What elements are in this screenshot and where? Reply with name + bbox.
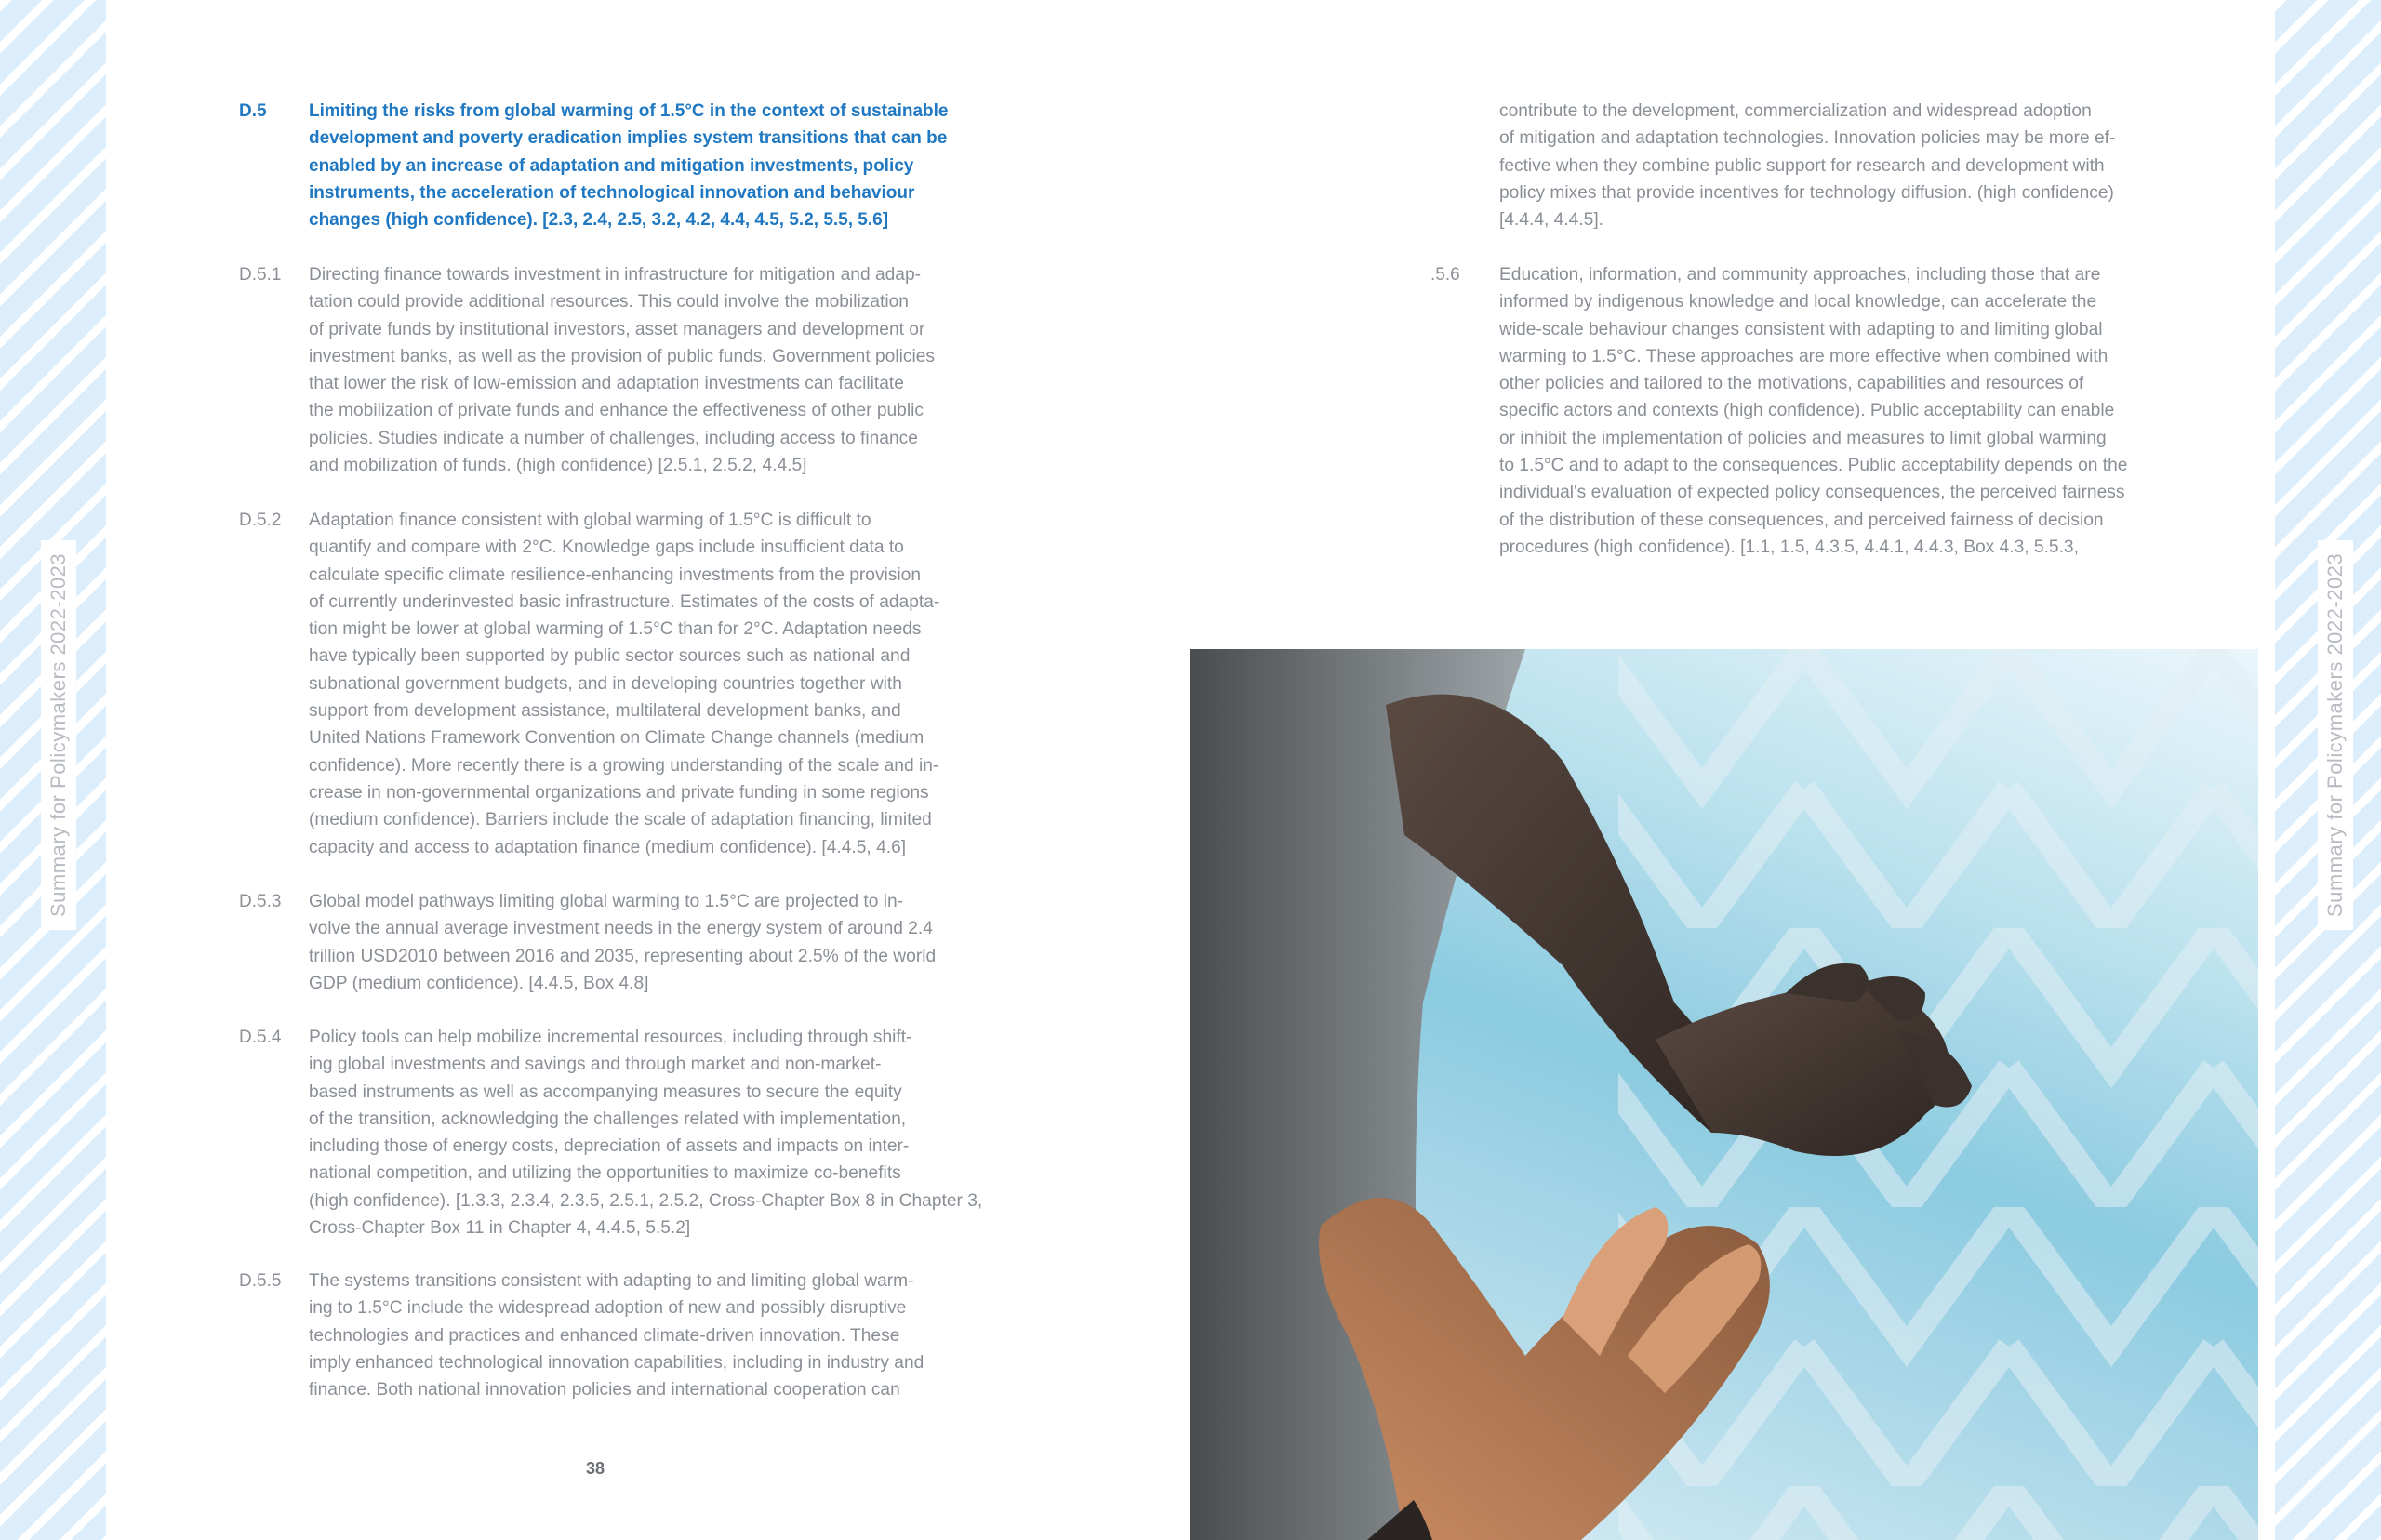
text-line: based instruments as well as accompanying measures to secure the equity	[309, 1082, 902, 1102]
text-line: and mobilization of funds. (high confidence) [2.5.1, 2.5.2, 4.4.5]	[309, 456, 807, 476]
text-line: tation could provide additional resources. This could involve the mobilization	[309, 292, 909, 312]
text-line: Policy tools can help mobilize incremental resources, including through shift-	[309, 1028, 912, 1047]
text-line: of mitigation and adaptation technologies. Innovation policies may be more ef-	[1499, 128, 2116, 149]
text-line: GDP (medium confidence). [4.4.5, Box 4.8]	[309, 973, 649, 993]
continuation-text	[1499, 98, 2115, 233]
text-line: tion might be lower at global warming of 1.5°C than for 2°C. Adaptation needs	[309, 619, 922, 640]
text-line: the mobilization of private funds and enhance the effectiveness of other public	[309, 401, 924, 421]
heading-line: enabled by an increase of adaptation and mitigation investments, policy	[309, 155, 914, 176]
text-line: of private funds by institutional investors, asset managers and development or	[309, 319, 925, 339]
heading-line: instruments, the acceleration of technological innovation and behaviour	[309, 182, 915, 203]
text-line: capacity and access to adaptation finance (medium confidence). [4.4.5, 4.6]	[309, 837, 907, 857]
item-number-d52: D.5.2	[239, 511, 282, 530]
page-number: 38	[586, 1459, 605, 1478]
text-line: other policies and tailored to the motivations, capabilities and resources of	[1499, 374, 2084, 394]
text-line: informed by indigenous knowledge and local knowledge, can accelerate the	[1499, 292, 2097, 312]
side-label-right: Summary for Policymakers 2022-2023	[2318, 540, 2353, 930]
item-text-d56	[1499, 261, 2127, 561]
item-text-d51	[309, 261, 935, 479]
text-line: policies. Studies indicate a number of challenges, including access to finance	[309, 428, 918, 448]
text-line: investment banks, as well as the provision of public funds. Government policies	[309, 346, 935, 366]
text-line: finance. Both national innovation policies and international cooperation can	[309, 1380, 900, 1401]
heading-line: development and poverty eradication implies system transitions that can be	[309, 128, 948, 149]
text-line: individual's evaluation of expected policy consequences, the perceived fairness	[1499, 483, 2125, 503]
item-text-d53	[309, 888, 936, 997]
text-line: wide-scale behaviour changes consistent with adapting to and limiting global	[1499, 319, 2103, 339]
side-label-left: Summary for Policymakers 2022-2023	[41, 540, 76, 930]
text-line: have typically been supported by public sector sources such as national and	[309, 646, 911, 667]
item-number-d53: D.5.3	[239, 892, 282, 911]
text-line: ing global investments and savings and through market and non-market-	[309, 1055, 882, 1075]
text-line: The systems transitions consistent with adapting to and limiting global warm-	[309, 1271, 914, 1291]
text-line: (medium confidence). Barriers include the scale of adaptation financing, limited	[309, 810, 932, 830]
text-line: volve the annual average investment needs in the energy system of around 2.4	[309, 919, 933, 939]
text-line: that lower the risk of low-emission and adaptation investments can facilitate	[309, 374, 904, 394]
item-text-d52	[309, 507, 939, 861]
text-line: Directing finance towards investment in infrastructure for mitigation and adap-	[309, 265, 922, 285]
text-line: Education, information, and community approaches, including those that are	[1499, 265, 2101, 285]
text-line: of the distribution of these consequences, and perceived fairness of decision	[1499, 510, 2104, 530]
text-line: support from development assistance, multilateral development banks, and	[309, 701, 901, 722]
heading-line: changes (high confidence). [2.3, 2.4, 2.5, 3.2, 4.2, 4.4, 4.5, 5.2, 5.5, 5.6]	[309, 210, 889, 231]
text-line: Cross-Chapter Box 11 in Chapter 4, 4.4.5, 5.5.2]	[309, 1218, 691, 1239]
text-line: specific actors and contexts (high confidence). Public acceptability can enable	[1499, 401, 2115, 421]
heading-line: Limiting the risks from global warming of 1.5°C in the context of sustainable	[309, 101, 949, 121]
text-line: crease in non-governmental organizations and private funding in some regions	[309, 782, 929, 803]
heading-text	[309, 98, 948, 233]
text-line: quantify and compare with 2°C. Knowledge gaps include insufficient data to	[309, 538, 904, 558]
item-number-d51: D.5.1	[239, 265, 282, 285]
text-line: trillion USD2010 between 2016 and 2035, representing about 2.5% of the world	[309, 946, 937, 966]
heading-number: D.5	[239, 101, 267, 121]
text-line: of the transition, acknowledging the challenges related with implementation,	[309, 1109, 907, 1129]
text-line: to 1.5°C and to adapt to the consequences. Public acceptability depends on the	[1499, 456, 2128, 476]
text-line: or inhibit the implementation of policies and measures to limit global warming	[1499, 428, 2107, 448]
text-line: national competition, and utilizing the opportunities to maximize co-benefits	[309, 1163, 901, 1184]
text-line: fective when they combine public support for research and development with	[1499, 155, 2105, 176]
item-number-d56: .5.6	[1430, 265, 1460, 285]
item-text-d54	[309, 1024, 982, 1241]
text-line: Global model pathways limiting global warming to 1.5°C are projected to in-	[309, 892, 904, 911]
text-line: subnational government budgets, and in developing countries together with	[309, 673, 902, 694]
text-line: imply enhanced technological innovation capabilities, including in industry and	[309, 1352, 924, 1373]
text-line: ing to 1.5°C include the widespread adoption of new and possibly disruptive	[309, 1298, 907, 1319]
text-line: procedures (high confidence). [1.1, 1.5, 4.3.5, 4.4.1, 4.4.3, Box 4.3, 5.5.3,	[1499, 537, 2079, 557]
item-number-d55: D.5.5	[239, 1271, 282, 1291]
photo-illustration	[1190, 649, 2258, 1540]
text-line: [4.4.4, 4.4.5].	[1499, 210, 1604, 231]
reaching-hands-photo	[1190, 649, 2258, 1540]
text-line: Adaptation finance consistent with global warming of 1.5°C is difficult to	[309, 511, 871, 530]
text-line: technologies and practices and enhanced climate-driven innovation. These	[309, 1325, 900, 1346]
text-line: calculate specific climate resilience-enhancing investments from the provision	[309, 564, 922, 585]
text-line: warming to 1.5°C. These approaches are more effective when combined with	[1499, 346, 2108, 366]
text-line: (high confidence). [1.3.3, 2.3.4, 2.3.5, 2.5.1, 2.5.2, Cross-Chapter Box 8 in Chapter 3,	[309, 1190, 983, 1211]
text-line: contribute to the development, commercialization and widespread adoption	[1499, 101, 2092, 121]
text-line: including those of energy costs, depreciation of assets and impacts on inter-	[309, 1136, 910, 1157]
text-line: United Nations Framework Convention on Climate Change channels (medium	[309, 728, 924, 749]
item-number-d54: D.5.4	[239, 1028, 282, 1047]
text-line: confidence). More recently there is a growing understanding of the scale and in-	[309, 755, 939, 776]
text-line: policy mixes that provide incentives for technology diffusion. (high confidence)	[1499, 182, 2114, 203]
item-text-d55	[309, 1268, 924, 1403]
text-line: of currently underinvested basic infrastructure. Estimates of the costs of adapta-	[309, 591, 940, 612]
